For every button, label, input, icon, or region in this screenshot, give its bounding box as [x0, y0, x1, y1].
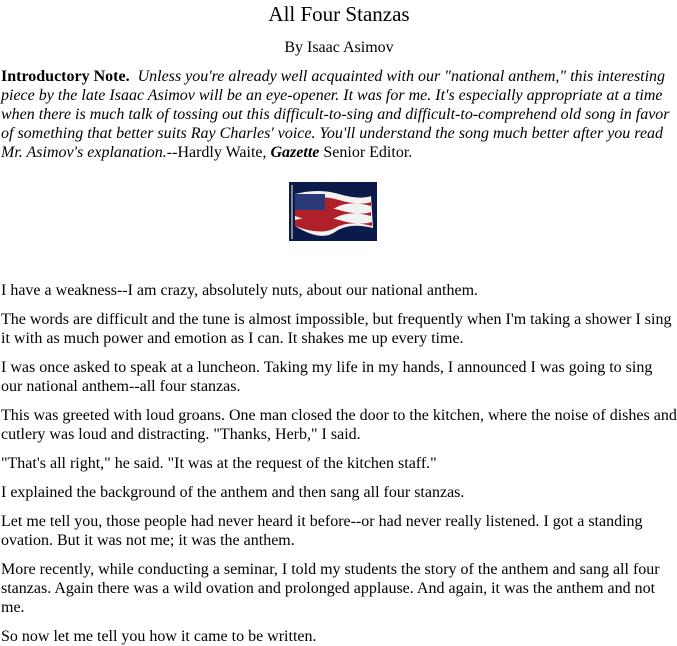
intro-attribution: --Hardly Waite,: [166, 144, 267, 161]
paragraph: More recently, while conducting a seminar, I told my students the story of the anthem and sang all four stanzas. Again there was a wild ovation and prolonged applause. And again, it was the anthem and not me.: [1, 561, 660, 616]
paragraph: The words are difficult and the tune is almost impossible, but frequently when I'm taking a shower I sing it with as much power and emotion as I can. It shakes me up every time.: [1, 311, 672, 347]
introductory-note: [1, 67, 677, 162]
paragraph: "That's all right," he said. "It was at the request of the kitchen staff.": [1, 455, 437, 472]
paragraph: I explained the background of the anthem and then sang all four stanzas.: [1, 484, 465, 501]
publication-name: Gazette: [270, 144, 320, 161]
intro-label: Introductory Note.: [1, 68, 130, 85]
paragraph: I have a weakness--I am crazy, absolutely nuts, about our national anthem.: [1, 282, 479, 299]
editor-role: Senior Editor.: [323, 144, 413, 161]
paragraph: This was greeted with loud groans. One man closed the door to the kitchen, where the noise of dishes and cutlery was loud and distracting. "Thanks, Herb," I said.: [1, 407, 677, 443]
paragraph: I was once asked to speak at a luncheon. Taking my life in my hands, I announced I was going to sing our national anthem--all four stanzas.: [1, 359, 653, 395]
byline: By Isaac Asimov: [284, 39, 394, 56]
paragraph: Let me tell you, those people had never heard it before--or had never really listened. I got a standing ovation. But it was not me; it was the anthem.: [1, 513, 643, 549]
intro-text: Unless you're already well acquainted with our "national anthem," this interesting piece by the late Isaac Asimov will be an eye-opener. It was for me. It's especially appropriate at a time when there is much talk of tossing out this difficult-to-sing and difficult-to-comprehend old song in favor of something that better suits Ray Charles' voice. You'll understand the song much better after you read Mr. Asimov's explanation.: [1, 68, 670, 161]
american-flag-image: [289, 182, 377, 241]
page-title: All Four Stanzas: [268, 2, 410, 26]
paragraph: So now let me tell you how it came to be written.: [1, 628, 317, 645]
